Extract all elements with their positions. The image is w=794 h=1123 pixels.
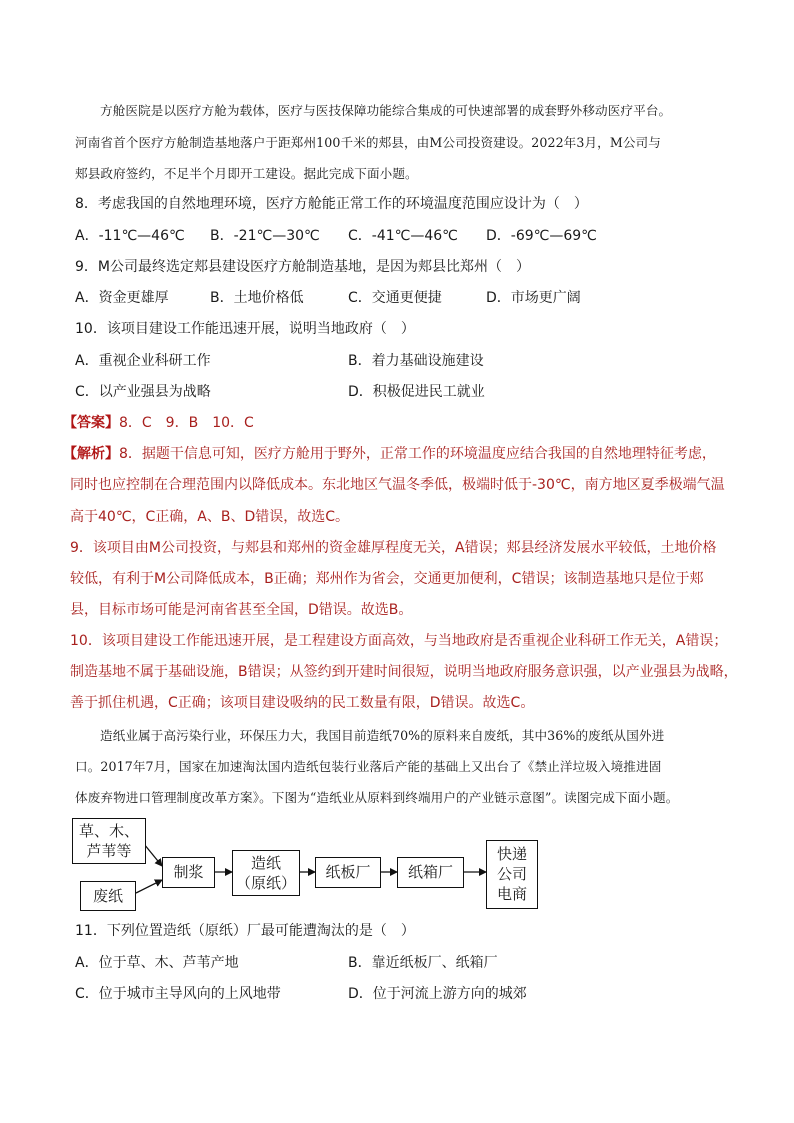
papermaking-line-2: （原纸） xyxy=(235,874,296,892)
analysis-tag: 【解析】 xyxy=(63,446,119,462)
answer-text: 8．C 9．B 10．C xyxy=(119,415,254,431)
waste-paper-box: 废纸 xyxy=(80,881,136,911)
analysis-9-line-1: 9．该项目由M公司投资，与郏县和郑州的资金雄厚程度无关，A错误；郏县经济发展水平较低，土地价格 xyxy=(70,540,717,556)
analysis-9-line-3: 县，目标市场可能是河南省甚至全国，D错误。故选B。 xyxy=(70,602,413,618)
question-10-option-b: B．着力基础设施建设 xyxy=(348,353,484,369)
raw-material-line-1: 草、木、 xyxy=(78,822,139,840)
analysis-10-line-1: 10．该项目建设工作能迅速开展，是工程建设方面高效，与当地政府是否重视企业科研工作无关，A错误； xyxy=(70,633,728,649)
raw-material-box xyxy=(72,818,146,864)
passage2-line-1: 造纸业属于高污染行业，环保压力大，我国目前造纸70%的原料来自废纸，其中36%的废纸从国外进 xyxy=(100,728,665,743)
passage1-line-1: 方舱医院是以医疗方舱为载体，医疗与医技保障功能综合集成的可快速部署的成套野外移动医疗平台。 xyxy=(100,103,672,118)
question-10-stem: 10．该项目建设工作能迅速开展，说明当地政府（ ） xyxy=(75,321,415,337)
question-8-option-b: B．-21℃—30℃ xyxy=(210,228,320,244)
analysis-9-line-2: 较低，有利于M公司降低成本，B正确；郑州作为省会，交通更加便利，C错误；该制造基地只是位于郏 xyxy=(70,571,704,587)
question-9-option-d: D．市场更广阔 xyxy=(486,290,581,306)
question-11-option-c: C．位于城市主导风向的上风地带 xyxy=(75,986,281,1002)
question-8-option-a: A．-11℃—46℃ xyxy=(75,228,185,244)
end-user-line-3: 电商 xyxy=(496,885,527,903)
question-11-option-d: D．位于河流上游方向的城郊 xyxy=(348,986,527,1002)
passage2-line-2: 口。2017年7月，国家在加速淘汰国内造纸包装行业落后产能的基础上又出台了《禁止洋垃圾入境推进固 xyxy=(75,759,662,774)
arrow-waste-to-pulp xyxy=(136,880,162,893)
passage2-line-3: 体废弃物进口管理制度改革方案》。下图为“造纸业从原料到终端用户的产业链示意图”。读图完成下面小题。 xyxy=(75,790,679,805)
end-user-box xyxy=(486,840,538,909)
arrow-raw-to-pulp xyxy=(144,844,162,866)
question-10-option-d: D．积极促进民工就业 xyxy=(348,384,485,400)
raw-material-line-2: 芦苇等 xyxy=(86,842,132,860)
passage1-line-3: 郏县政府签约，不足半个月即开工建设。据此完成下面小题。 xyxy=(75,166,418,181)
carton-factory-box: 纸箱厂 xyxy=(397,857,464,888)
question-10-option-c: C．以产业强县为战略 xyxy=(75,384,211,400)
question-9-option-c: C．交通更便捷 xyxy=(348,290,442,306)
question-11-stem: 11．下列位置造纸（原纸）厂最可能遭淘汰的是（ ） xyxy=(75,923,415,939)
passage1-line-2: 河南省首个医疗方舱制造基地落户于距郑州100千米的郏县，由M公司投资建设。2022年3月，M公司与 xyxy=(75,135,661,150)
question-8-option-c: C．-41℃—46℃ xyxy=(348,228,458,244)
analysis-8-line-3: 高于40℃，C正确，A、B、D错误，故选C。 xyxy=(70,509,350,525)
question-8-option-d: D．-69℃—69℃ xyxy=(486,228,597,244)
question-8-stem: 8．考虑我国的自然地理环境，医疗方舱能正常工作的环境温度范围应设计为（ ） xyxy=(75,196,588,212)
analysis-10-line-2: 制造基地不属于基础设施，B错误；从签约到开建时间很短，说明当地政府服务意识强，以产业强县为战略， xyxy=(70,664,738,680)
end-user-line-2: 公司 xyxy=(496,865,527,883)
pulping-box: 制浆 xyxy=(162,857,215,888)
analysis-10-line-3: 善于抓住机遇，C正确；该项目建设吸纳的民工数量有限，D错误。故选C。 xyxy=(70,695,535,711)
cardboard-factory-box: 纸板厂 xyxy=(315,857,381,888)
answer-tag: 【答案】 xyxy=(63,415,119,431)
analysis-8-line-2: 同时也应控制在合理范围内以降低成本。东北地区气温冬季低，极端时低于-30℃，南方地区夏季极端气温 xyxy=(70,477,725,493)
end-user-line-1: 快递 xyxy=(496,845,527,863)
question-11-option-b: B．靠近纸板厂、纸箱厂 xyxy=(348,955,498,971)
papermaking-box xyxy=(232,850,300,896)
question-11-option-a: A．位于草、木、芦苇产地 xyxy=(75,955,239,971)
question-10-option-a: A．重视企业科研工作 xyxy=(75,353,211,369)
question-9-option-a: A．资金更雄厚 xyxy=(75,290,169,306)
papermaking-line-1: 造纸 xyxy=(250,854,281,872)
question-9-option-b: B．土地价格低 xyxy=(210,290,304,306)
question-9-stem: 9．M公司最终选定郏县建设医疗方舱制造基地，是因为郏县比郑州（ ） xyxy=(75,259,530,275)
analysis-8-line-1: 8．据题干信息可知，医疗方舱用于野外，正常工作的环境温度应结合我国的自然地理特征考虑， xyxy=(119,446,716,462)
